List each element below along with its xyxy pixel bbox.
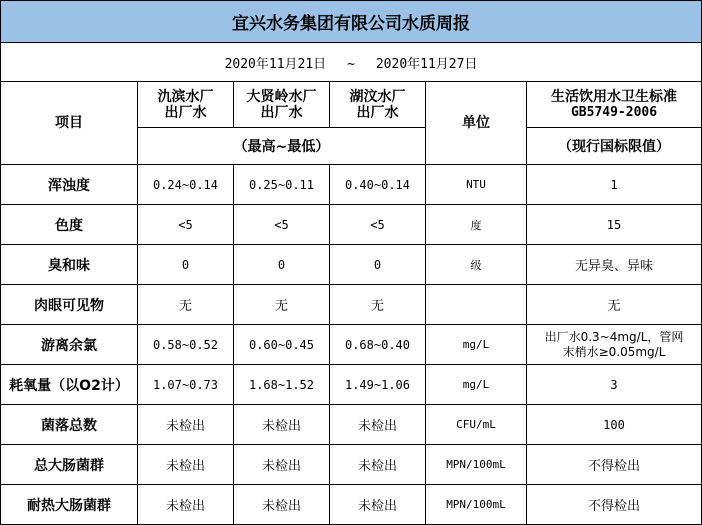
row-plant-2-value: 未检出 xyxy=(234,445,330,485)
header-standard-name: 生活饮用水卫生标准 xyxy=(551,88,678,105)
header-plant-1-sub: 出厂水 xyxy=(164,104,207,121)
header-plant-2-sub: 出厂水 xyxy=(260,104,303,121)
row-item-name: 菌落总数 xyxy=(1,405,138,445)
row-item-name: 肉眼可见物 xyxy=(1,285,138,325)
row-plant-1-value: 0.24~0.14 xyxy=(138,165,234,205)
row-standard-value: 100 xyxy=(527,405,702,445)
header-unit: 单位 xyxy=(426,82,527,165)
table-row xyxy=(1,445,702,485)
date-end: 2020年11月27日 xyxy=(375,56,478,72)
table-row xyxy=(1,165,702,205)
row-plant-1-value: 0.58~0.52 xyxy=(138,325,234,365)
header-standard-note: （现行国标限值） xyxy=(527,128,702,165)
row-standard-value: 1 xyxy=(527,165,702,205)
header-plant-3-name: 湖汶水厂 xyxy=(349,88,406,105)
row-unit: MPN/100mL xyxy=(426,445,527,485)
row-standard-value: 不得检出 xyxy=(527,445,702,485)
table-row xyxy=(1,405,702,445)
row-unit: MPN/100mL xyxy=(426,485,527,525)
row-unit: 级 xyxy=(426,245,527,285)
header-plant-1-name: 氿滨水厂 xyxy=(157,88,214,105)
date-range xyxy=(1,43,702,82)
row-plant-3-value: 无 xyxy=(330,285,426,325)
row-plant-2-value: 0 xyxy=(234,245,330,285)
row-plant-3-value: 0.68~0.40 xyxy=(330,325,426,365)
row-standard-value-line: 末梢水≥0.05mg/L xyxy=(562,344,666,359)
header-standard-code: GB5749-2006 xyxy=(570,104,658,120)
row-item-name: 臭和味 xyxy=(1,245,138,285)
table-row xyxy=(1,285,702,325)
row-standard-value: 无 xyxy=(527,285,702,325)
header-plant-1 xyxy=(138,82,234,128)
table-row xyxy=(1,365,702,405)
header-plant-2-name: 大贤岭水厂 xyxy=(246,88,317,105)
row-plant-3-value: <5 xyxy=(330,205,426,245)
row-plant-2-value: <5 xyxy=(234,205,330,245)
row-plant-1-value: <5 xyxy=(138,205,234,245)
row-plant-3-value: 未检出 xyxy=(330,405,426,445)
row-plant-1-value: 无 xyxy=(138,285,234,325)
row-item-name: 耗氧量（以O2计） xyxy=(1,365,138,405)
row-plant-3-value: 0 xyxy=(330,245,426,285)
row-plant-1-value: 未检出 xyxy=(138,405,234,445)
row-unit: 度 xyxy=(426,205,527,245)
data-rows xyxy=(0,164,702,525)
header-plant-3-sub: 出厂水 xyxy=(356,104,399,121)
row-plant-1-value: 1.07~0.73 xyxy=(138,365,234,405)
row-plant-3-value: 1.49~1.06 xyxy=(330,365,426,405)
row-plant-1-value: 0 xyxy=(138,245,234,285)
header-range-note: （最高~最低） xyxy=(138,128,426,165)
row-standard-value: 15 xyxy=(527,205,702,245)
row-plant-2-value: 未检出 xyxy=(234,405,330,445)
row-plant-1-value: 未检出 xyxy=(138,445,234,485)
row-standard-value-line: 出厂水0.3~4mg/L，管网 xyxy=(544,329,684,344)
report-title: 宜兴水务集团有限公司水质周报 xyxy=(1,1,702,43)
row-unit: NTU xyxy=(426,165,527,205)
row-standard-value: 无异臭、异味 xyxy=(527,245,702,285)
row-plant-3-value: 0.40~0.14 xyxy=(330,165,426,205)
header-item: 项目 xyxy=(1,82,138,165)
table-row xyxy=(1,325,702,365)
row-item-name: 游离余氯 xyxy=(1,325,138,365)
row-plant-1-value: 未检出 xyxy=(138,485,234,525)
table-row xyxy=(1,205,702,245)
table-row xyxy=(1,245,702,285)
row-unit: CFU/mL xyxy=(426,405,527,445)
row-item-name: 浑浊度 xyxy=(1,165,138,205)
row-plant-2-value: 未检出 xyxy=(234,485,330,525)
header-plant-3 xyxy=(330,82,426,128)
row-standard-value xyxy=(527,325,702,365)
row-unit: mg/L xyxy=(426,365,527,405)
report-table xyxy=(0,0,702,165)
row-plant-3-value: 未检出 xyxy=(330,485,426,525)
date-start: 2020年11月21日 xyxy=(224,56,327,72)
row-plant-2-value: 0.25~0.11 xyxy=(234,165,330,205)
row-unit: mg/L xyxy=(426,325,527,365)
row-item-name: 耐热大肠菌群 xyxy=(1,485,138,525)
row-plant-3-value: 未检出 xyxy=(330,445,426,485)
row-item-name: 总大肠菌群 xyxy=(1,445,138,485)
row-plant-2-value: 无 xyxy=(234,285,330,325)
date-separator: ~ xyxy=(347,56,355,72)
header-plant-2 xyxy=(234,82,330,128)
table-row xyxy=(1,485,702,525)
row-unit xyxy=(426,285,527,325)
row-item-name: 色度 xyxy=(1,205,138,245)
row-plant-2-value: 0.60~0.45 xyxy=(234,325,330,365)
header-standard xyxy=(527,82,702,128)
row-plant-2-value: 1.68~1.52 xyxy=(234,365,330,405)
row-standard-value: 不得检出 xyxy=(527,485,702,525)
row-standard-value: 3 xyxy=(527,365,702,405)
